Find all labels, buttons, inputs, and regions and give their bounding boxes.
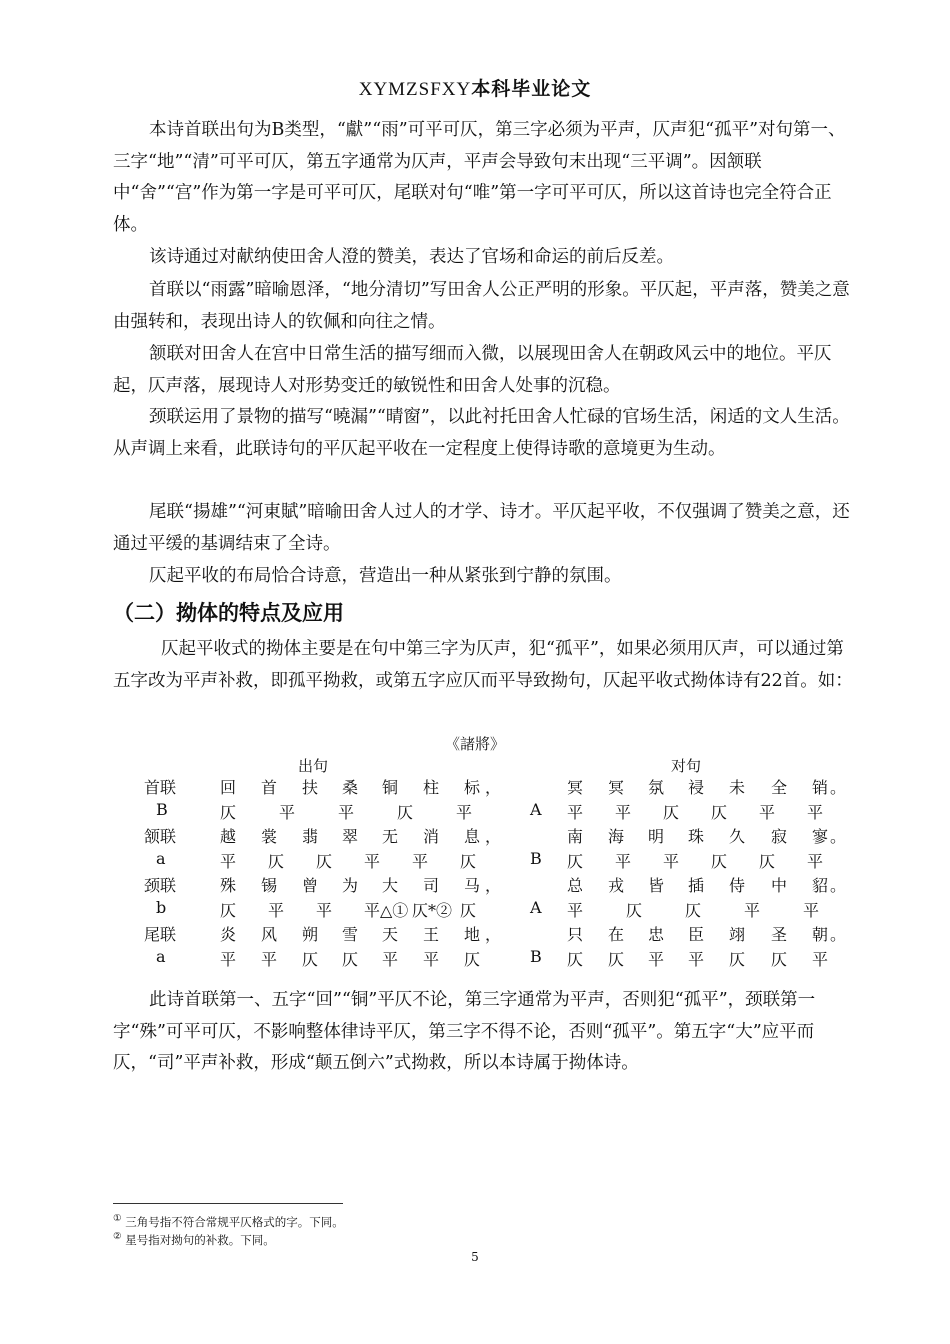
poem-char: 翡 [302, 827, 319, 846]
footnote-mark: ① [113, 1213, 122, 1224]
poem-char: 寥 [812, 827, 829, 846]
poem-char: 仄 [771, 950, 788, 969]
paragraph-1: 本诗首联出句为B类型，“獻”“雨”可平可仄，第三字必须为平声，仄声犯“孤平”对句第一、三字“地”“清”可平可仄，第五字通常为仄声，平声会导致句末出现“三平调”。因颔联中“舍”“宫”作为第一字是可平可仄，尾联对句“唯”第一字可平可仄，所以这首诗也完全符合正体。 [113, 120, 846, 235]
paragraph-2: 该诗通过对献纳使田舍人澄的赞美，表达了官场和命运的前后反差。 [149, 247, 674, 267]
poem-char: 平 [220, 950, 237, 969]
poem-char: 扶 [302, 778, 319, 797]
poem-char: 总 [567, 876, 584, 895]
poem-row-label: a [156, 947, 166, 966]
poem-char: 祲 [688, 778, 705, 797]
poem-char: 越 [220, 827, 237, 846]
poem-char: 天 [382, 925, 399, 944]
poem-char: 仄 [220, 901, 237, 920]
poem-row [140, 775, 860, 799]
footnote-text: 星号指对拗句的补救。下同。 [125, 1232, 275, 1247]
poem-row-label: b [156, 898, 167, 917]
analysis-paragraph: 此诗首联第一、五字“回”“铜”平仄不论，第三字通常为平声，否则犯“孤平”，颈联第一字“殊”可平可仄，不影响整体律诗平仄，第三字不得不论，否则“孤平”。第五字“大”应平而仄，“司”平声补救，形成“颠五倒六”式拗救，所以本诗属于拗体诗。 [113, 990, 816, 1073]
poem-char: 炎 [220, 925, 237, 944]
poem-char: 仄*② [412, 901, 453, 920]
poem-right-label: B [530, 849, 542, 868]
poem-right-label: B [530, 947, 542, 966]
poem-char: 平 [261, 950, 278, 969]
header-chinese: 本科毕业论文 [471, 78, 592, 100]
paragraph-6: 尾联“揚雄”“河東賦”暗喻田舍人过人的才学、诗才。平仄起平收，不仅强调了赞美之意，还通过平缓的基调结束了全诗。 [113, 502, 850, 554]
poem-char: 司 [423, 876, 440, 895]
poem-char: 平 [744, 901, 761, 920]
poem-right-label: A [530, 898, 542, 917]
poem-char: 平 [688, 950, 705, 969]
poem-char: 仄 [685, 901, 702, 920]
poem-char: 消 [423, 827, 440, 846]
poem-char: 仄 [460, 852, 477, 871]
poem-char: 平 [279, 803, 296, 822]
page-header [0, 74, 950, 101]
poem-char: 仄 [268, 852, 285, 871]
poem-char: 未 [729, 778, 746, 797]
poem-char: 皆 [648, 876, 665, 895]
poem-char: 平 [567, 803, 584, 822]
column-head-out: 出句 [298, 757, 329, 775]
poem-row [140, 922, 860, 946]
poem-char: 平 [803, 901, 820, 920]
poem-char: 朝 [812, 925, 829, 944]
poem-char: 平 [807, 852, 824, 871]
poem-char: 仄 [663, 803, 680, 822]
poem-char: 南 [567, 827, 584, 846]
poem-row [140, 947, 860, 971]
poem-char: 平△① [364, 901, 409, 920]
poem-punct: 。 [830, 925, 847, 944]
poem-char: 曾 [302, 876, 319, 895]
poem-char: 仄 [626, 901, 643, 920]
poem-punct: 。 [830, 778, 847, 797]
poem-char: 平 [759, 803, 776, 822]
poem-char: 桑 [342, 778, 359, 797]
poem-char: 平 [423, 950, 440, 969]
paragraph-7: 仄起平收的布局恰合诗意，营造出一种从紧张到宁静的氛围。 [149, 566, 622, 586]
poem-char: 大 [382, 876, 399, 895]
poem-char: 平 [456, 803, 473, 822]
poem-char: 地 [464, 925, 481, 944]
poem-char: 侍 [729, 876, 746, 895]
poem-row-label: a [156, 849, 166, 868]
poem-row-label: 首联 [144, 778, 177, 797]
poem-punct: ， [485, 876, 502, 895]
poem-char: 仄 [342, 950, 359, 969]
section-title: （二）拗体的特点及应用 [113, 601, 344, 625]
poem-char: 为 [342, 876, 359, 895]
poem-char: 平 [364, 852, 381, 871]
poem-char: 平 [812, 950, 829, 969]
poem-char: 全 [771, 778, 788, 797]
footnote-1 [113, 1213, 344, 1230]
poem-char: 仄 [220, 803, 237, 822]
poem-char: 臣 [688, 925, 705, 944]
header-english: XYMZSFXY [358, 79, 472, 100]
poem-char: 久 [729, 827, 746, 846]
poem-char: 首 [261, 778, 278, 797]
poem-char: 铜 [382, 778, 399, 797]
poem-row-label: 颈联 [144, 876, 177, 895]
intro-paragraph: 仄起平收式的拗体主要是在句中第三字为仄声，犯“孤平”，如果必须用仄声，可以通过第五字改为平声补救，即孤平拗救，或第五字应仄而平导致拗句，仄起平收式拗体诗有22首。如： [113, 639, 853, 691]
poem-char: 柱 [423, 778, 440, 797]
poem-char: 平 [268, 901, 285, 920]
poem-char: 朔 [302, 925, 319, 944]
poem-char: 平 [615, 852, 632, 871]
footnote-text: 三角号指不符合常规平仄格式的字。下同。 [125, 1214, 344, 1229]
footnote-2 [113, 1231, 275, 1248]
paragraph-4: 颔联对田舍人在宫中日常生活的描写细而入微，以展现田舍人在朝政风云中的地位。平仄起，仄声落，展现诗人对形势变迁的敏锐性和田舍人处事的沉稳。 [113, 344, 832, 396]
poem-char: 回 [220, 778, 237, 797]
poem-right-label: A [530, 800, 542, 819]
poem-punct: ， [485, 925, 502, 944]
poem-char: 仄 [711, 852, 728, 871]
footnote-mark: ② [113, 1231, 122, 1242]
poem-row [140, 824, 860, 848]
poem-char: 裳 [261, 827, 278, 846]
poem-char: 雪 [342, 925, 359, 944]
poem-char: 锡 [261, 876, 278, 895]
poem-char: 马 [464, 876, 481, 895]
poem-char: 平 [807, 803, 824, 822]
poem-char: 风 [261, 925, 278, 944]
poem-char: 平 [648, 950, 665, 969]
poem-char: 销 [812, 778, 829, 797]
poem-char: 平 [663, 852, 680, 871]
poem-char: 仄 [567, 852, 584, 871]
poem-char: 插 [688, 876, 705, 895]
poem-punct: ， [485, 827, 502, 846]
poem-char: 平 [615, 803, 632, 822]
poem-char: 明 [648, 827, 665, 846]
page-number: 5 [471, 1250, 479, 1264]
poem-char: 平 [567, 901, 584, 920]
poem-punct: 。 [830, 876, 847, 895]
poem-char: 平 [316, 901, 333, 920]
poem-char: 平 [382, 950, 399, 969]
poem-char: 仄 [316, 852, 333, 871]
poem-char: 标 [464, 778, 481, 797]
poem-row [140, 800, 860, 824]
poem-char: 忠 [648, 925, 665, 944]
paragraph-5: 颈联运用了景物的描写“曉漏”“晴窗”，以此衬托田舍人忙碌的官场生活，闲适的文人生活。从声调上来看，此联诗句的平仄起平收在一定程度上使得诗歌的意境更为生动。 [113, 407, 850, 459]
poem-row-label: 尾联 [144, 925, 177, 944]
poem-row-label: B [156, 800, 168, 819]
poem-char: 仄 [567, 950, 584, 969]
poem-char: 翠 [342, 827, 359, 846]
poem-char: 仄 [302, 950, 319, 969]
poem-punct: 。 [830, 827, 847, 846]
poem-char: 王 [423, 925, 440, 944]
poem-char: 无 [382, 827, 399, 846]
poem-char: 寂 [771, 827, 788, 846]
poem-title: 《諸將》 [444, 735, 505, 753]
poem-row [140, 849, 860, 873]
footnote-divider [113, 1203, 343, 1204]
poem-char: 貂 [812, 876, 829, 895]
poem-char: 戎 [608, 876, 625, 895]
poem-char: 息 [464, 827, 481, 846]
poem-char: 平 [220, 852, 237, 871]
poem-char: 平 [338, 803, 355, 822]
poem-char: 海 [608, 827, 625, 846]
poem-char: 仄 [397, 803, 414, 822]
poem-char: 冥 [567, 778, 584, 797]
poem-char: 仄 [464, 950, 481, 969]
poem-row-label: 颔联 [144, 827, 177, 846]
poem-char: 珠 [688, 827, 705, 846]
poem-char: 仄 [460, 901, 477, 920]
poem-row [140, 898, 860, 922]
poem-char: 仄 [729, 950, 746, 969]
poem-char: 在 [608, 925, 625, 944]
poem-char: 中 [771, 876, 788, 895]
column-head-dui: 对句 [671, 757, 702, 775]
poem-char: 冥 [608, 778, 625, 797]
poem-char: 仄 [608, 950, 625, 969]
poem-char: 仄 [759, 852, 776, 871]
poem-char: 圣 [771, 925, 788, 944]
poem-punct: ， [485, 778, 502, 797]
poem-char: 仄 [711, 803, 728, 822]
poem-char: 殊 [220, 876, 237, 895]
poem-char: 氛 [648, 778, 665, 797]
poem-char: 翊 [729, 925, 746, 944]
poem-char: 平 [412, 852, 429, 871]
poem-row [140, 873, 860, 897]
poem-char: 只 [567, 925, 584, 944]
paragraph-3: 首联以“雨露”暗喻恩泽，“地分清切”写田舍人公正严明的形象。平仄起，平声落，赞美之意由强转和，表现出诗人的钦佩和向往之情。 [113, 280, 850, 332]
